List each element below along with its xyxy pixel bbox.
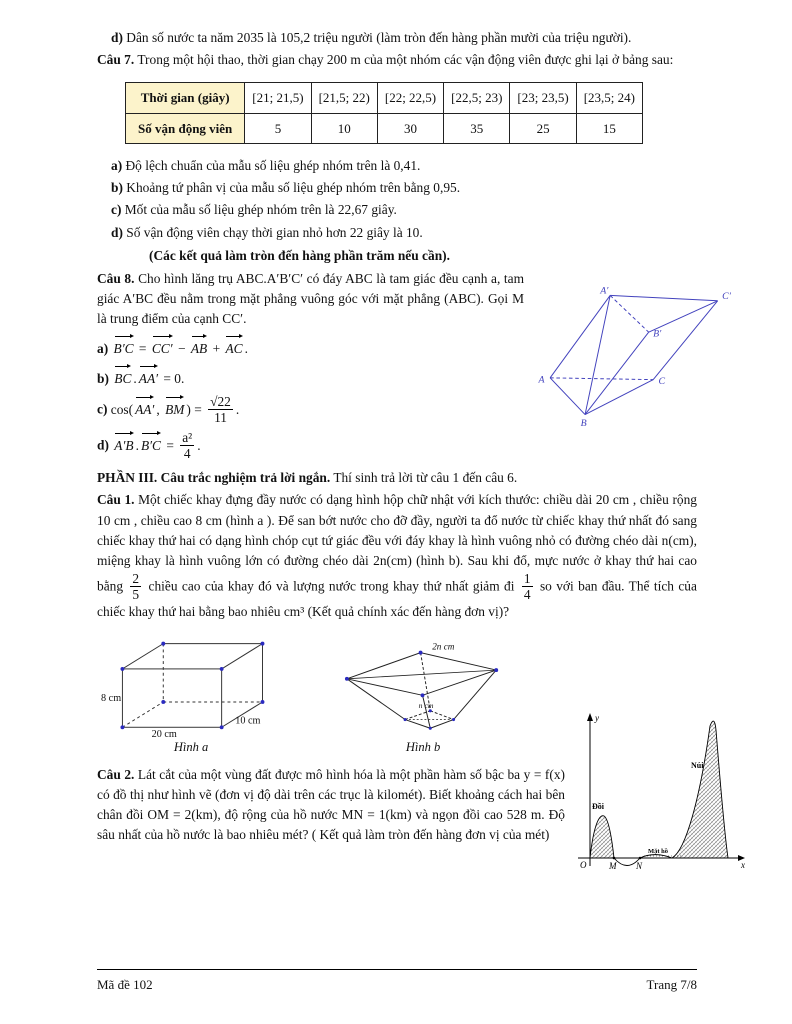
table-header-time: Thời gian (giây)	[126, 83, 245, 114]
origin-label: O	[580, 859, 587, 870]
page-footer	[97, 969, 697, 995]
math-expression: B′C = CC′ − AB + AC .	[112, 341, 248, 356]
table-row	[126, 113, 643, 144]
item-label: a)	[97, 341, 109, 357]
table-cell: 15	[576, 113, 642, 144]
item-label: b)	[111, 180, 123, 196]
cau8-intro-text: Cho hình lăng trụ ABC.A′B′C′ có đáy ABC là tam giác đều cạnh a, tam giác A′BC đều nằm trong mặt phẳng vuông góc với mặt phẳng (ABC). Gọi M là trung điểm của cạnh CC′.	[97, 270, 524, 326]
dim-height-label: 8 cm	[101, 692, 122, 704]
cau7-frequency-table	[125, 82, 643, 144]
figure-b	[343, 640, 503, 757]
mountain-label: Núi	[691, 760, 704, 770]
phan3-heading	[97, 468, 697, 488]
table-cell: 5	[245, 113, 311, 144]
dim-bottom-diagonal-label: n cm	[418, 700, 434, 710]
axis-x-label: x	[741, 859, 745, 870]
item-label: c)	[97, 401, 108, 417]
cau7-intro-text: Trong một hội thao, thời gian chạy 200 m của một nhóm các vận động viên được ghi lại ở bảng sau:	[137, 52, 674, 68]
item-label: b)	[97, 371, 109, 387]
item-label: c)	[111, 202, 122, 218]
cau2-body: Lát cắt của một vùng đất được mô hình hóa là một phần hàm số bậc ba y = f(x) có đồ thị như hình vẽ (đơn vị độ dài trên các trục là kilomét). Biết khoảng cách hai bên chân đồi OM = 2(km), độ rộng của hồ nước MN = 1(km) và ngọn đồi cao 528 m. Độ sâu nhất của hồ nước là bao nhiêu mét? ( Kết quả làm tròn đến hàng đơn vị của mét)	[97, 766, 565, 843]
vertex-label: B′	[653, 328, 662, 340]
math-expression: cos( AA′ , BM ) = $\frac{√22}{11}$ .	[110, 394, 240, 426]
table-cell: [21; 21,5)	[245, 83, 311, 114]
item-text: Mốt của mẫu số liệu ghép nhóm trên là 22,67 giây.	[124, 202, 397, 218]
cau7-item-c	[111, 200, 697, 220]
table-cell: 10	[311, 113, 377, 144]
cau8-label: Câu 8.	[97, 270, 135, 286]
math-expression: BC . AA′ = 0.	[112, 371, 184, 386]
box-figure	[101, 630, 281, 737]
statement-d-label: d)	[111, 30, 123, 45]
dim-top-diagonal-label: 2n cm	[432, 641, 455, 652]
cau7-rounding-note: (Các kết quả làm tròn đến hàng phần trăm nếu cần).	[149, 247, 450, 263]
phan3-title: PHẦN III. Câu trắc nghiệm trả lời ngắn.	[97, 470, 331, 486]
cau8-block	[97, 269, 731, 467]
hill-label: Đồi	[592, 801, 604, 811]
cau1-text	[97, 490, 697, 622]
item-label: d)	[97, 437, 109, 453]
figure-a	[101, 630, 281, 757]
table-cell: 35	[444, 113, 510, 144]
cau7-item-b	[111, 178, 697, 198]
item-label: a)	[111, 158, 123, 174]
cau1-part1: Một chiếc khay đựng đầy nước có dạng hình hộp chữ nhật với kích thước: chiều dài 20 cm , chiều rộng 10 cm , chiều cao 8 cm (hình a ). Để san bớt nước cho đỡ đầy, người ta đổ nước từ chiếc khay thứ nhất đó sang chiếc khay thứ hai có dạng hình chóp cụt tứ giác đều với đáy khay là hình vuông nhỏ có đường chéo dài n(cm), miệng khay là hình vuông lớn có đường chéo dài 2n(cm) (hình b). Sau khi đổ, mực nước ở khay thứ hai cao bằng	[97, 492, 697, 594]
point-N-label: N	[636, 860, 643, 871]
table-cell: 25	[510, 113, 576, 144]
cau7-item-d	[111, 223, 697, 243]
vertex-label: C	[658, 375, 666, 387]
phan3-subtitle: Thí sinh trả lời từ câu 1 đến câu 6.	[333, 470, 518, 486]
cau2-graph	[574, 708, 749, 884]
table-header-count: Số vận động viên	[126, 113, 245, 144]
dim-width-label: 10 cm	[235, 715, 261, 727]
table-cell: 30	[377, 113, 443, 144]
point-M-label: M	[609, 860, 617, 871]
fraction-1-4: $\frac{1}{4}$	[523, 570, 531, 602]
figure-b-caption: Hình b	[405, 739, 441, 754]
item-text: Số vận động viên chạy thời gian nhỏ hơn 22 giây là 10.	[126, 224, 423, 240]
table-cell: [22; 22,5)	[377, 83, 443, 114]
item-label: d)	[111, 224, 123, 240]
cau7-label: Câu 7.	[97, 52, 135, 68]
terrain-graph	[574, 708, 749, 878]
page-number: Trang 7/8	[646, 976, 697, 992]
exam-code: Mã đề 102	[97, 976, 153, 992]
item-text: Khoảng tứ phân vị của mẫu số liệu ghép nhóm trên bằng 0,95.	[126, 180, 461, 196]
prism-figure	[534, 281, 749, 429]
cau1-part2: chiều cao của khay đó và lượng nước trong khay thứ nhất giảm đi	[148, 578, 515, 594]
vertex-label: C′	[722, 290, 731, 302]
table-cell: [21,5; 22)	[311, 83, 377, 114]
table-row	[126, 83, 643, 114]
cau7-intro	[97, 50, 697, 70]
frustum-figure	[343, 640, 503, 737]
math-expression: A′B . B′C = $\frac{\text{a²}}{4}$ .	[114, 430, 201, 462]
vertex-label: A	[538, 374, 545, 386]
table-cell: [23; 23,5)	[510, 83, 576, 114]
table-cell: [22,5; 23)	[444, 83, 510, 114]
lake-surface-label: Mặt hồ	[648, 847, 669, 855]
cau8-item-d	[97, 430, 697, 461]
vertex-label: B	[580, 417, 587, 429]
cau1-part3: so với ban đầu. Thể tích của chiếc khay thứ hai bằng bao nhiêu cm³ (Kết quả chính xác đến hàng đơn vị)?	[97, 578, 697, 619]
cau7-item-a	[111, 156, 697, 176]
cau2-label: Câu 2.	[97, 766, 135, 782]
dim-length-label: 20 cm	[151, 728, 177, 737]
statement-d	[111, 28, 697, 48]
vertex-label: A′	[600, 285, 609, 297]
figure-a-caption: Hình a	[173, 739, 209, 754]
statement-d-text: Dân số nước ta năm 2035 là 105,2 triệu người (làm tròn đến hàng phần mười của triệu người).	[126, 30, 632, 45]
axis-y-label: y	[595, 712, 599, 723]
fraction-2-5: $\frac{2}{5}$	[132, 570, 140, 602]
table-cell: [23,5; 24)	[576, 83, 642, 114]
bottom-section	[97, 630, 745, 871]
item-text: Độ lệch chuẩn của mẫu số liệu ghép nhóm trên là 0,41.	[125, 158, 421, 174]
cau1-label: Câu 1.	[97, 492, 135, 508]
